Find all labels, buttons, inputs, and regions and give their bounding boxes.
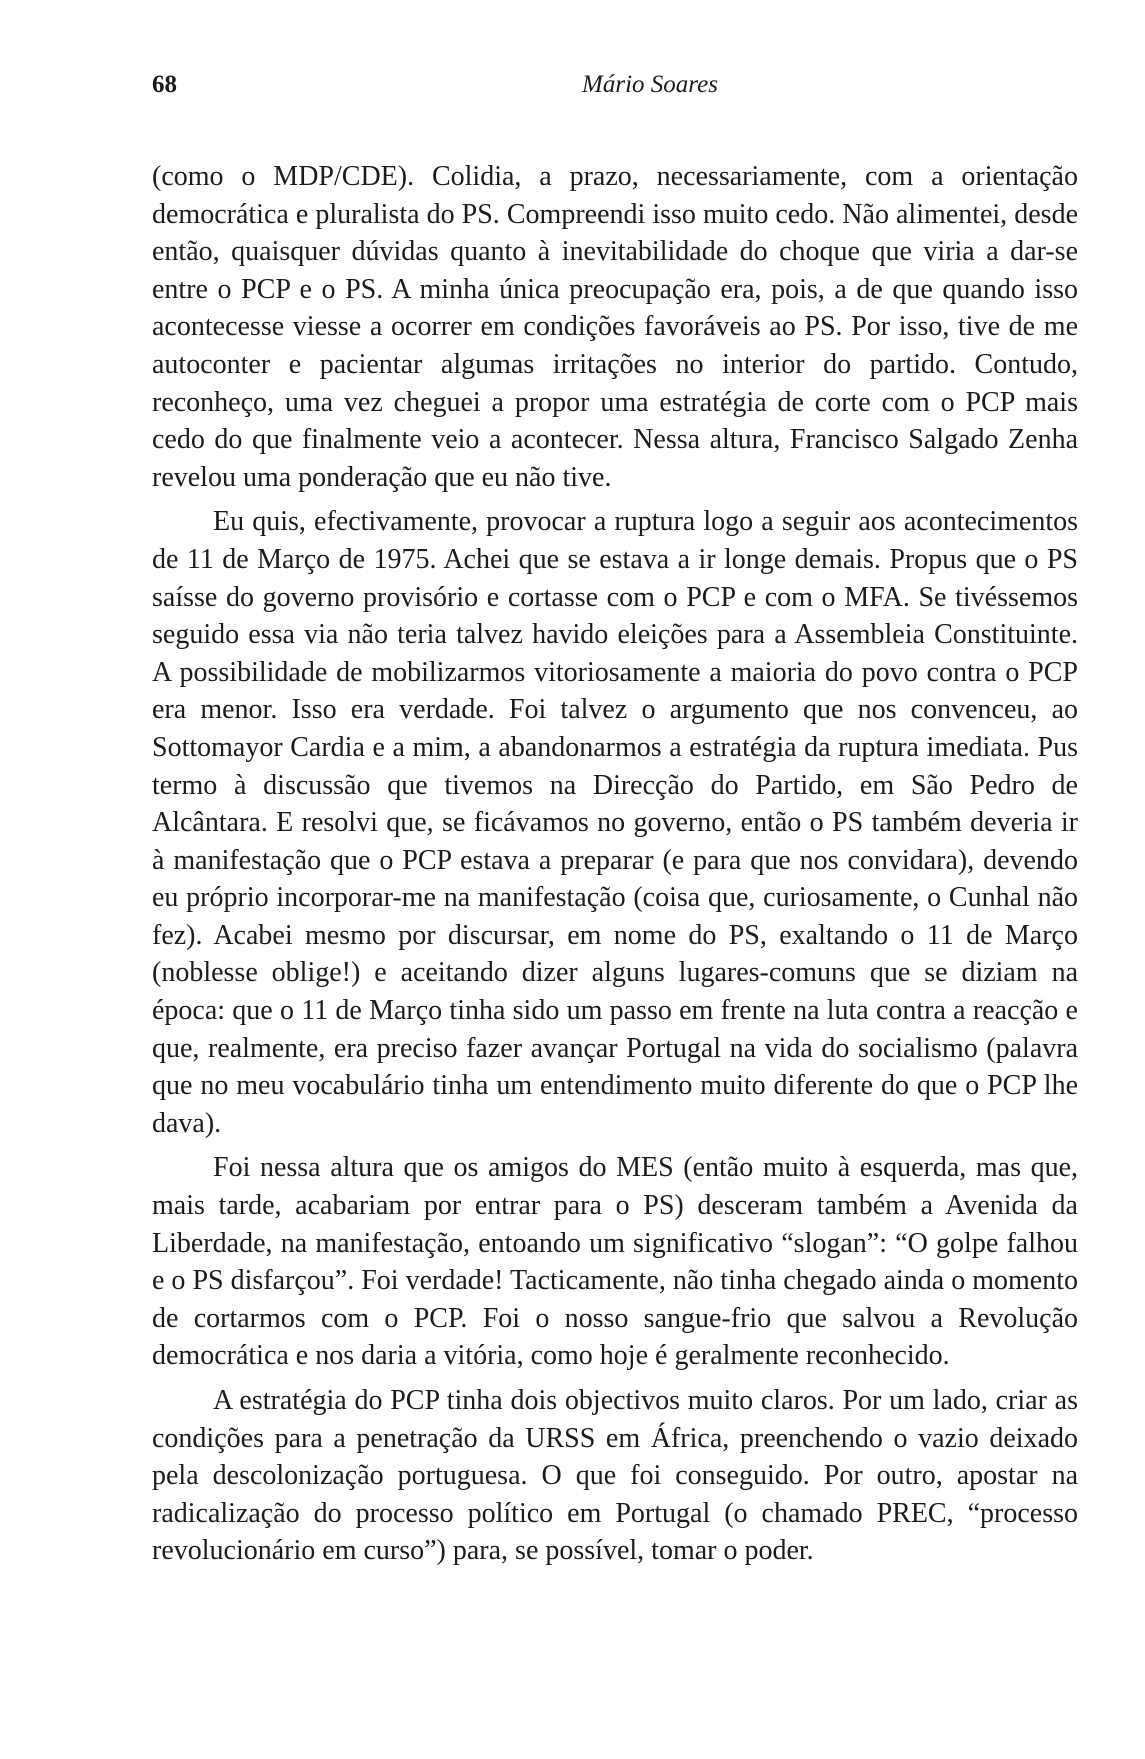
paragraph-1: (como o MDP/CDE). Colidia, a prazo, necessariamente, com a orientação democrática e pluralista do PS. Compreendi isso muito cedo. Não alimentei, desde então, quaisquer dúvidas quanto à inevitabilidade do choque que viria a dar-se entre o PCP e o PS. A minha única preocupação era, pois, a de que quando isso acontecesse viesse a ocorrer em condições favoráveis ao PS. Por isso, tive de me autoconter e pacientar algumas irritações no interior do partido. Contudo, reconheço, uma vez cheguei a propor uma estratégia de corte com o PCP mais cedo do que finalmente veio a acontecer. Nessa altura, Francisco Salgado Zenha revelou uma ponderação que eu não tive. xyxy=(152,161,1078,493)
body-text xyxy=(152,158,1078,1577)
running-title: Mário Soares xyxy=(582,71,718,98)
paragraph-4: A estratégia do PCP tinha dois objectivos muito claros. Por um lado, criar as condições para a penetração da URSS em África, preenchendo o vazio deixado pela descolonização portuguesa. O que foi conseguido. Por outro, apostar na radicalização do processo político em Portugal (o chamado PREC, “processo revolucionário em curso”) para, se possível, tomar o poder. xyxy=(152,1385,1078,1567)
paragraph-2: Eu quis, efectivamente, provocar a ruptura logo a seguir aos acontecimentos de 11 de Março de 1975. Achei que se estava a ir longe demais. Propus que o PS saísse do governo provisório e cortasse com o PCP e com o MFA. Se tivéssemos seguido essa via não teria talvez havido eleições para a Assembleia Constituinte. A possibilidade de mobilizarmos vitoriosamente a maioria do povo contra o PCP era menor. Isso era verdade. Foi talvez o argumento que nos convenceu, ao Sottomayor Cardia e a mim, a abandonarmos a estratégia da ruptura imediata. Pus termo à discussão que tivemos na Direcção do Partido, em São Pedro de Alcântara. E resolvi que, se ficávamos no governo, então o PS também deveria ir à manifestação que o PCP estava a preparar (e para que nos convidara), devendo eu próprio incorporar-me na manifestação (coisa que, curiosamente, o Cunhal não fez). Acabei mesmo por discursar, em nome do PS, exaltando o 11 de Março (noblesse oblige!) e aceitando dizer alguns lugares-comuns que se diziam na época: que o 11 de Março tinha sido um passo em frente na luta contra a reacção e que, realmente, era preciso fazer avançar Portugal na vida do socialismo (palavra que no meu vocabulário tinha um entendimento muito diferente do que o PCP lhe dava). xyxy=(152,506,1078,1139)
page-number: 68 xyxy=(152,71,177,98)
paragraph-3: Foi nessa altura que os amigos do MES (então muito à esquerda, mas que, mais tarde, acabariam por entrar para o PS) desceram também a Avenida da Liberdade, na manifestação, entoando um significativo “slogan”: “O golpe falhou e o PS disfarçou”. Foi verdade! Tacticamente, não tinha chegado ainda o momento de cortarmos com o PCP. Foi o nosso sangue-frio que salvou a Revolução democrática e nos daria a vitória, como hoje é geralmente reconhecido. xyxy=(152,1152,1078,1372)
running-head xyxy=(152,68,1078,102)
book-page xyxy=(152,0,1078,1759)
